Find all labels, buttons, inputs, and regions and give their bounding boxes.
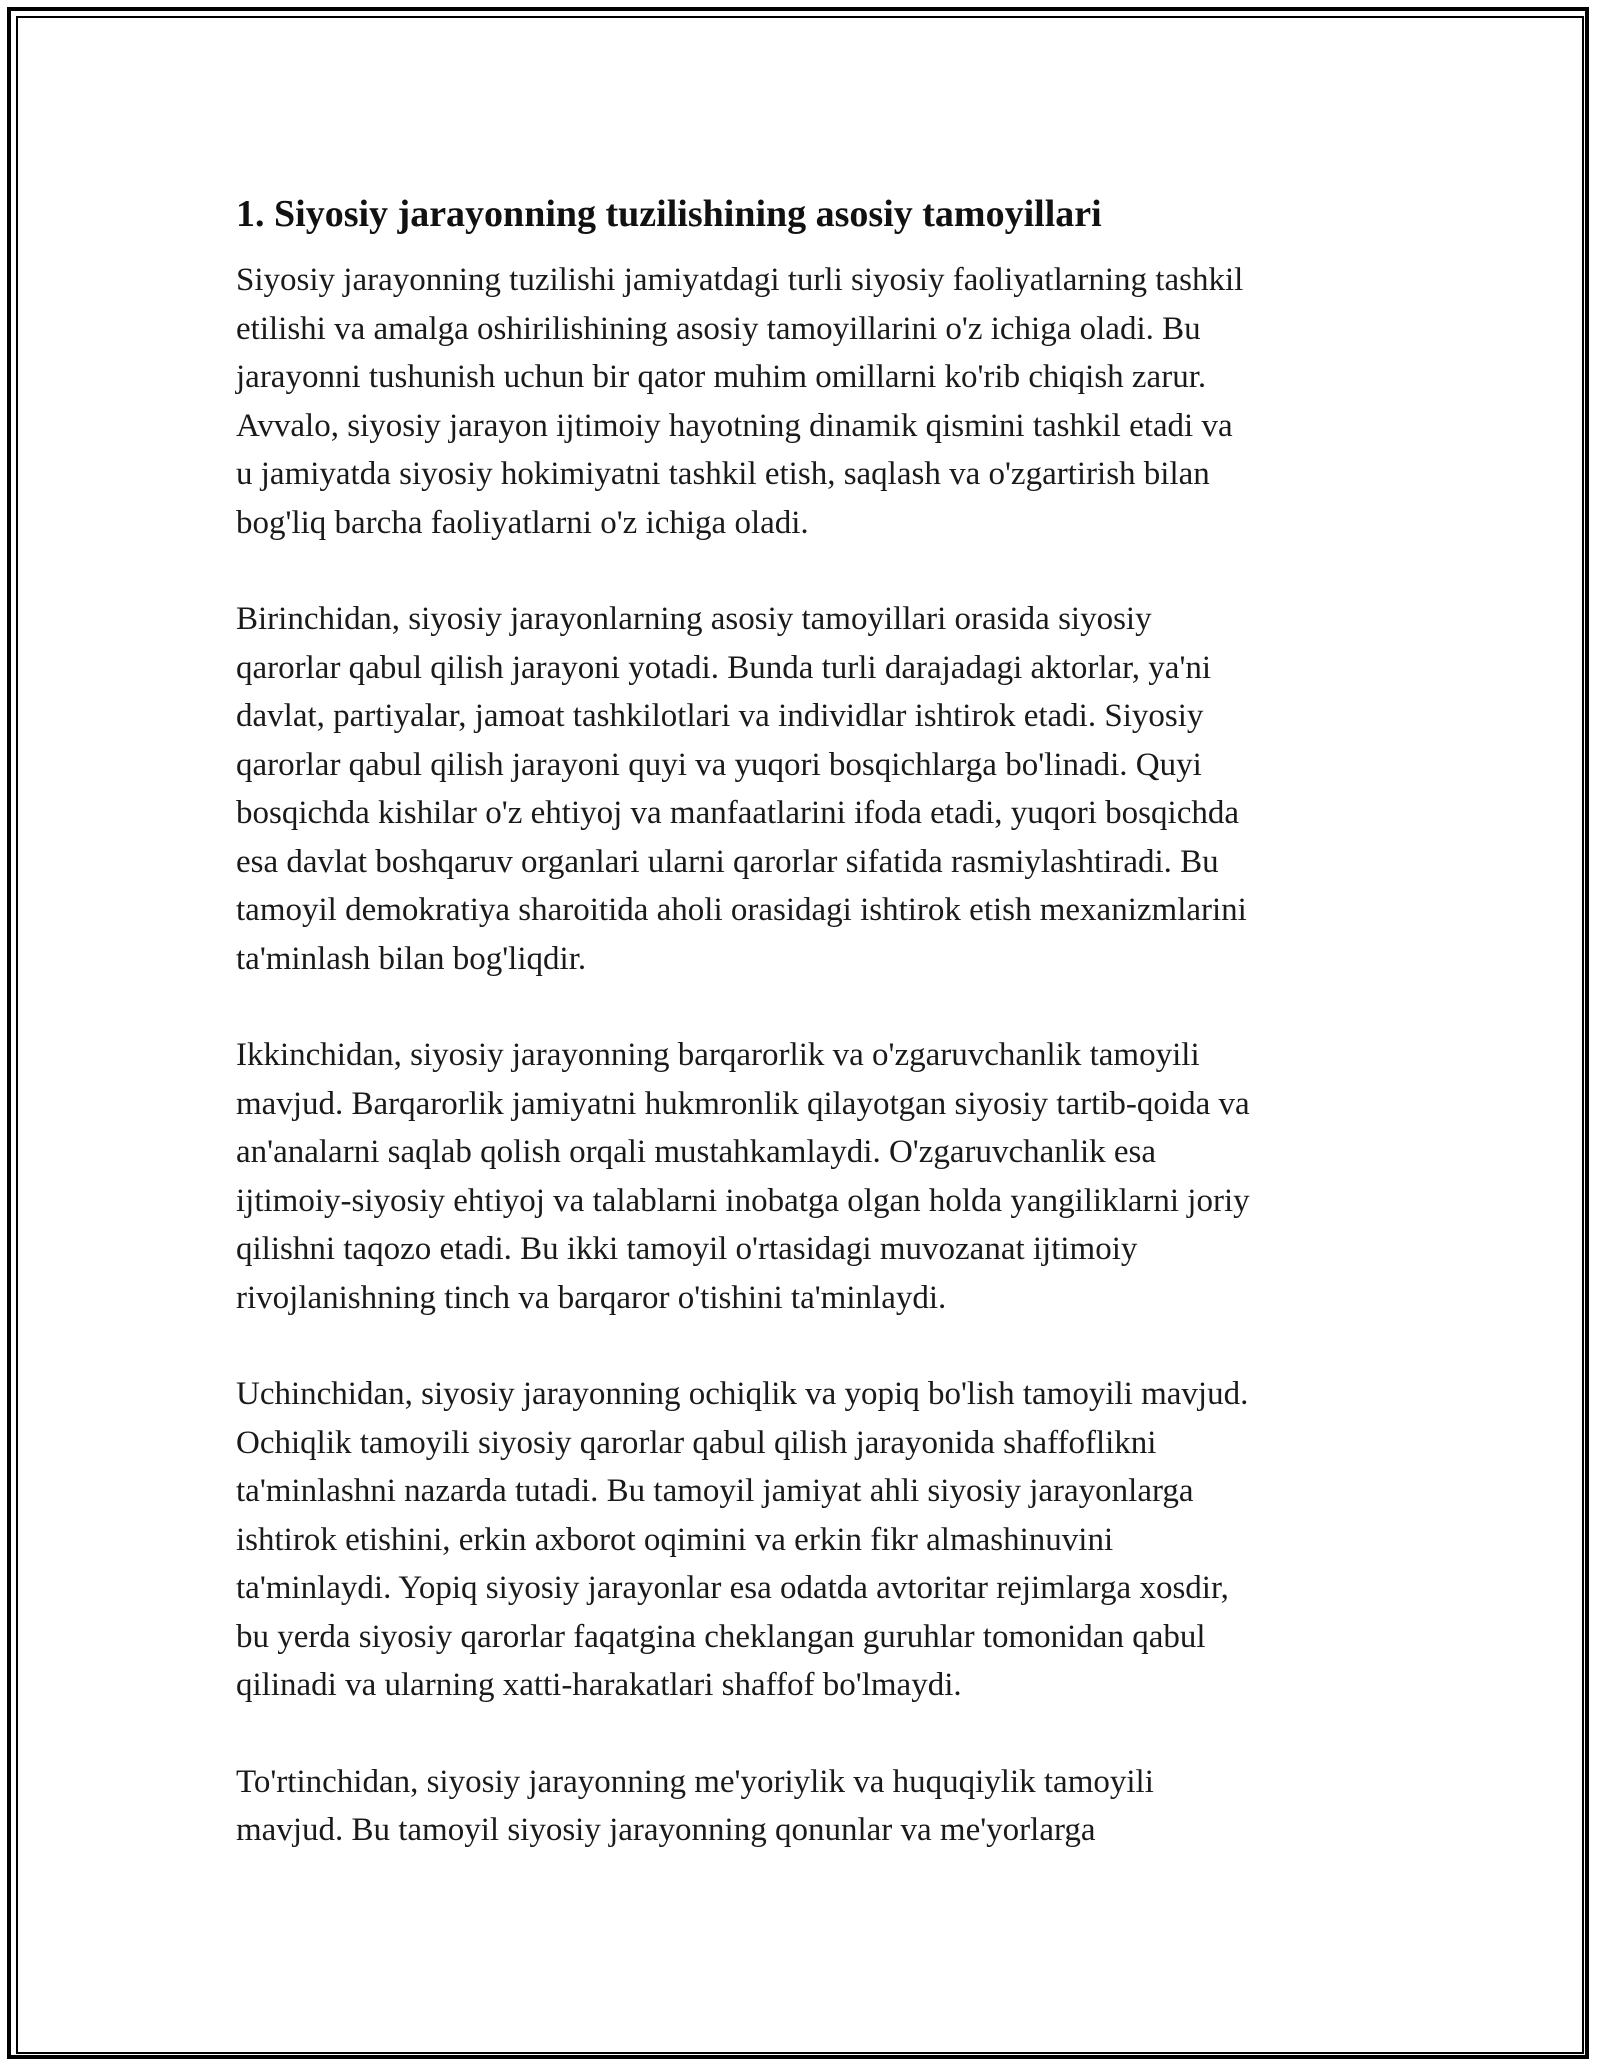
section-heading: 1. Siyosiy jarayonning tuzilishining asosiy tamoyillari <box>236 193 1102 235</box>
paragraph-intro: Siyosiy jarayonning tuzilishi jamiyatdagi turli siyosiy faoliyatlarning tashkil etilishi va amalga oshirilishining asosiy tamoyillarini o'z ichiga oladi. Bu jarayonni tushunish uchun bir qator muhim omillarni ko'rib chiqish zarur. Avvalo, siyosiy jarayon ijtimoiy hayotning dinamik qismini tashkil etadi va u jamiyatda siyosiy hokimiyatni tashkil etish, saqlash va o'zgartirish bilan bog'liq barcha faoliyatlarni o'z ichiga oladi. <box>236 262 1244 541</box>
document-body <box>236 190 1376 1903</box>
paragraph-fourth-principle: To'rtinchidan, siyosiy jarayonning me'yoriylik va huquqiylik tamoyili mavjud. Bu tamoyil siyosiy jarayonning qonunlar va me'yorlarga <box>236 1763 1154 1848</box>
paragraph-second-principle: Ikkinchidan, siyosiy jarayonning barqarorlik va o'zgaruvchanlik tamoyili mavjud. Barqarorlik jamiyatni hukmronlik qilayotgan siyosiy tartib-qoida va an'analarni saqlab qolish orqali mustahkamlaydi. O'zgaruvchanlik esa ijtimoiy-siyosiy ehtiyoj va talablarni inobatga olgan holda yangiliklarni joriy qilishni taqozo etadi. Bu ikki tamoyil o'rtasidagi muvozanat ijtimoiy rivojlanishning tinch va barqaror o'tishini ta'minlaydi. <box>236 1037 1250 1316</box>
paragraph-first-principle: Birinchidan, siyosiy jarayonlarning asosiy tamoyillari orasida siyosiy qarorlar qabul qilish jarayoni yotadi. Bunda turli darajadagi aktorlar, ya'ni davlat, partiyalar, jamoat tashkilotlari va individlar ishtirok etadi. Siyosiy qarorlar qabul qilish jarayoni quyi va yuqori bosqichlarga bo'linadi. Quyi bosqichda kishilar o'z ehtiyoj va manfaatlarini ifoda etadi, yuqori bosqichda esa davlat boshqaruv organlari ularni qarorlar sifatida rasmiylashtiradi. Bu tamoyil demokratiya sharoitida aholi orasidagi ishtirok etish mexanizmlarini ta'minlash bilan bog'liqdir. <box>236 601 1247 977</box>
paragraph-third-principle: Uchinchidan, siyosiy jarayonning ochiqlik va yopiq bo'lish tamoyili mavjud. Ochiqlik tamoyili siyosiy qarorlar qabul qilish jarayonida shaffoflikni ta'minlashni nazarda tutadi. Bu tamoyil jamiyat ahli siyosiy jarayonlarga ishtirok etishini, erkin axborot oqimini va erkin fikr almashinuvini ta'minlaydi. Yopiq siyosiy jarayonlar esa odatda avtoritar rejimlarga xosdir, bu yerda siyosiy qarorlar faqatgina cheklangan guruhlar tomonidan qabul qilinadi va ularning xatti-harakatlari shaffof bo'lmaydi. <box>236 1376 1249 1703</box>
